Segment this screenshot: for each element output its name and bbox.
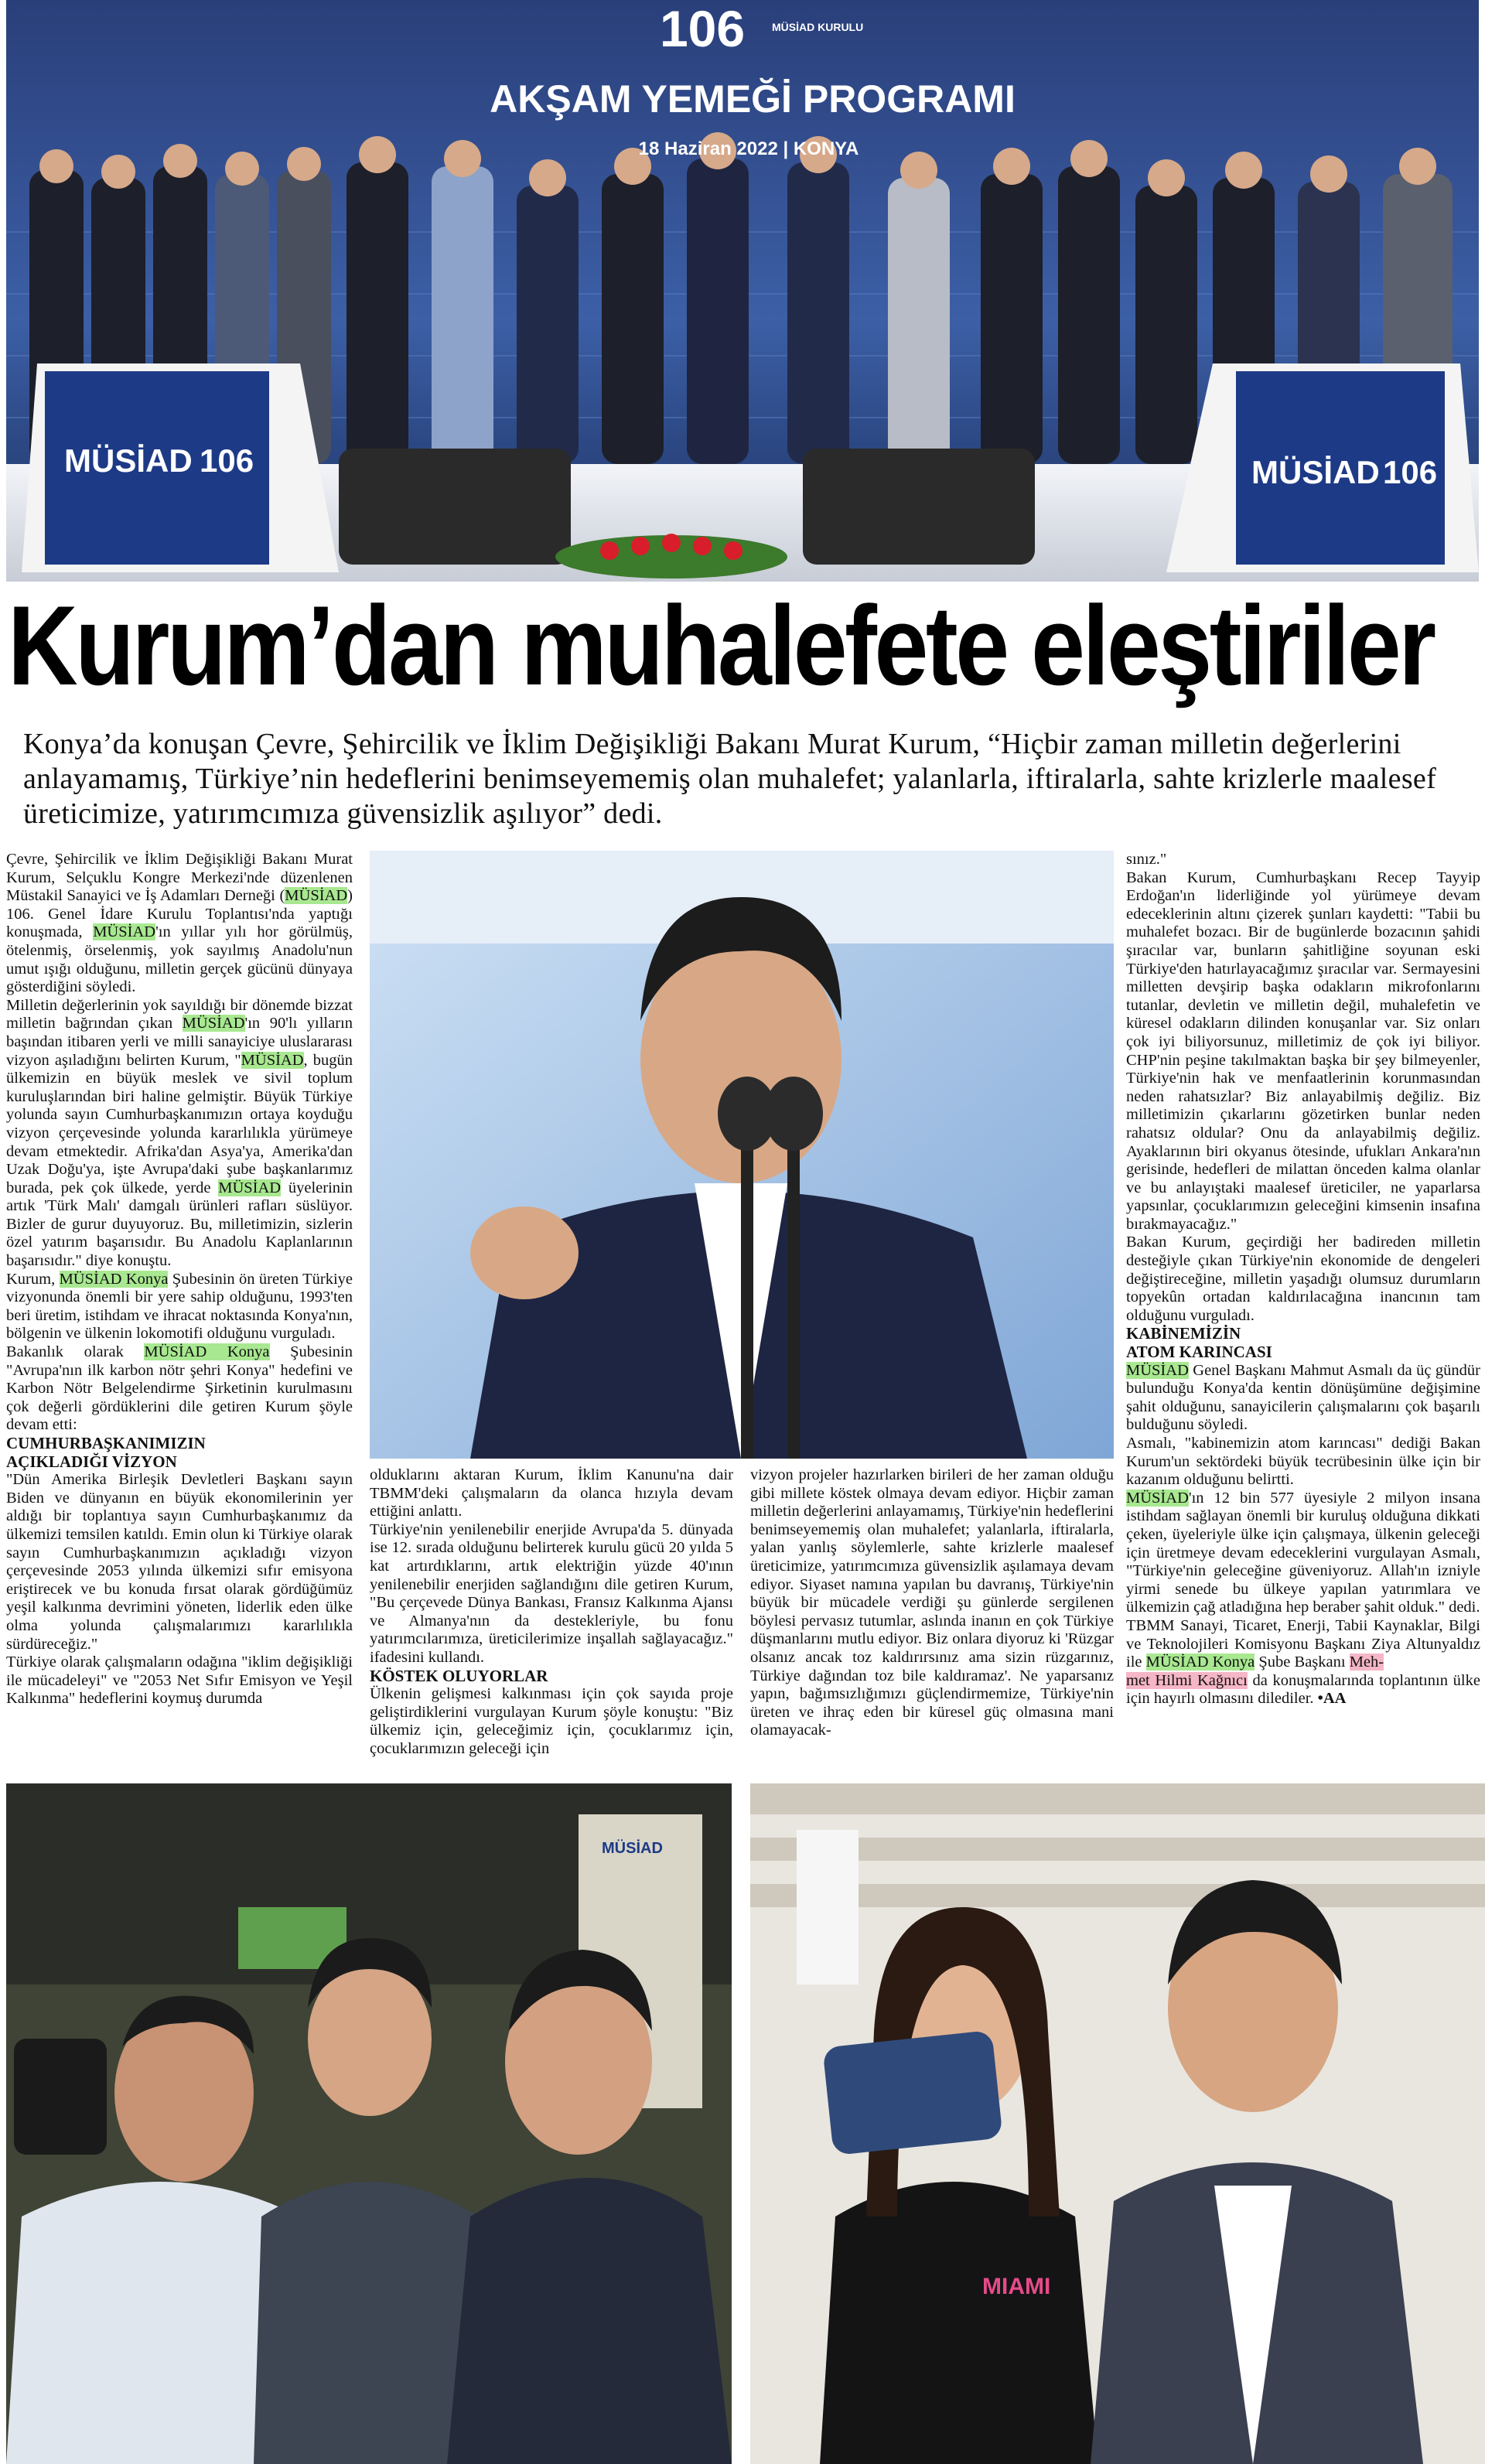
- col2-paragraph-3: Ülkenin gelişmesi kalkınması için çok sayıda proje geliştirdiklerini vurgulayan Kurum şöyle konuştu: "Biz ülkemiz için, geleceğimiz için, çocuklarımız için, çocuklarımızın geleceği için: [370, 1685, 733, 1757]
- podium-left-number: 106: [200, 442, 254, 479]
- photo-stage-group: [6, 0, 1479, 582]
- banner-event-number-suffix: MÜSİAD KURULU: [772, 21, 864, 33]
- col4-paragraph-4: Asmalı, "kabinemizin atom karıncası" dediği Bakan Kurum'un sektördeki büyük tecrübesinin ülke için bir kazanım olduğunu belirtti.: [1126, 1435, 1480, 1489]
- col2-paragraph-1: olduklarını aktaran Kurum, İklim Kanunu'na dair TBMM'deki çalışmaların da olanca hızıyla devam ettiğini anlattı.: [370, 1466, 733, 1520]
- col2-paragraph-2: Türkiye'nin yenilenebilir enerjide Avrupa'da 5. dünyada ise 12. sırada olduğunu belirterek kurulu gücü 20 yılda 5 kat artırdıklarını, artık elektriğin yüzde 40'ının yenilenebilir enerjiden sağlandığını dile getiren Kurum, "Bu çerçevede Dünya Bankası, Fransız Kalkınma Ajansı ve Almanya'nın da destekleriyle, bu fonu yatırımcılarımıza, üreticilerimize inşallah sağlayacağız." ifadesini kullandı.: [370, 1520, 733, 1666]
- col4-paragraph-5: MÜSİAD'ın 12 bin 577 üyesiyle 2 milyon insana istihdam sağlayan önemli bir kuruluş olduğuna dikkati çeken, üyeleriyle ülke için çalışmaya, ülkenin geleceği için üretmeye devam edeceklerini vurgulayan Asmalı, "Türkiye'nin geleceğine güveniyoruz. Allah'ın izniyle yirmi senede bu ülkeye yapılan yatırımlara ve ülkemizin çağ atladığına hep beraber şahit olduk." dedi.: [1126, 1489, 1480, 1616]
- col4-paragraph-2: Bakan Kurum, geçirdiği her badireden milletin desteğiyle çıkan Türkiye'nin ekonomide de dengeleri değiştireceğine, milletin yaşadığı olumsuz durumların topyekûn ortadan kaldırılacağına inancının tam olduğunu vurguladı.: [1126, 1234, 1480, 1324]
- col3-paragraph-1: vizyon projeler hazırlarken birileri de her zaman olduğu gibi millete köstek olmaya devam ediyor. Hiçbir zaman milletin değerlerini anlayamamış, Türkiye'nin hedeflerini benimseyememiş olan muhalefet; yalanlarla, iftiralarla, yalan yanlış söylemlerle, sahte krizlerle maalesef üreticimize, yatırımcımıza güvensizlik aşılamaya devam ediyor. Siyaset namına yapılan bu davranış, Türkiye'nin büyük bir mücadele verdiği şu günlerde sergilenen böylesi pervasız tutumlar, aslında inanın en çok Türkiye düşmanlarını mutlu ediyor. Biz onlara diyoruz ki 'Rüzgar olsanız ancak toz kaldırırsınız ama sizin rüzgarınız, Türkiye dağından toz bile kaldıramaz'. Ne yaparsanız yapın, bağımsızlığımızı güçlendirmemize, Türkiye'nin üreten ve ihraç eden bir küresel güç olmasına mani olamayacak-: [750, 1466, 1114, 1739]
- col4-paragraph-1: Bakan Kurum, Cumhurbaşkanı Recep Tayyip Erdoğan'ın liderliğinde yol yürümeye devam edeceklerinin altını çizerek şunları kaydetti: "Tabii bu muhalefet bozacı. Bir de bugünlerde bozacının şahidi şıracılar var, bunların şahitliğine soyunan eski Türkiye'den hatırlayacağımız şıracılar var. Sermayesini milletten devşirip başka odakların mikrofonlarını tutanlar, devletin ve milletin değil, muhalefetin ve küresel odakların dilinden konuşanlar var. Siz onları çok iyi biliyorsunuz, milletimiz de çok iyi biliyor. CHP'nin peşine takılmaktan başka bir şey bilmeyenler, Türkiye'nin hak ve menfaatlerinin korunmasından neden rahatsızlar? Biz anlayabilmiş değiliz. Biz milletimizin çıkarlarını gözetirken bunlar neden rahatsız oldular? Onu da anlayabilmiş değiliz. Ayaklarının biri okyanus ötesinde, ufukları Ankara'nın gerisinde, hedefleri de milattan önceden kalma olanlar ve bu anlayıştaki maalesef üreticiler, ne yaparlarsa yapsınlar, çocuklarımızın geleceğini kimsenin insafına bırakmayacağız.": [1126, 869, 1480, 1233]
- col1-paragraph-3: Kurum, MÜSİAD Konya Şubesinin ön üreten Türkiye vizyonunda önemli bir yere sahip olduğunu, 1993'ten beri üretim, istihdam ve ihracat noktasında Konya'nın, bölgenin ve ülkenin lokomotifi olduğunu vurguladı.: [6, 1270, 353, 1343]
- photo-selfie-girl: [750, 1783, 1485, 2464]
- article-column-1: [6, 851, 353, 1708]
- article-column-3: [750, 1466, 1114, 1740]
- col4-paragraph-3: MÜSİAD Genel Başkanı Mahmut Asmalı da üç gündür bulunduğu Konya'da kentin dönüşümüne değişimine şahit olduğunu, sanayicilerin çalışmalarını çok başarılı bulduğunu söyledi.: [1126, 1361, 1480, 1434]
- photo-selfie-group: [6, 1783, 732, 2464]
- news-agency-signature: •AA: [1317, 1690, 1347, 1708]
- col4-subheading: KABİNEMİZİN ATOM KARINCASI: [1126, 1324, 1272, 1362]
- col1-paragraph-1: Çevre, Şehircilik ve İklim Değişikliği Bakanı Murat Kurum, Selçuklu Kongre Merkezi'nde düzenlenen Müstakil Sanayici ve İş Adamları Derneği (MÜSİAD) 106. Genel İdare Kurulu Toplantısı'nda yaptığı konuşmada, MÜSİAD'ın yıllar yılı hor görülmüş, ötelenmiş, örselenmiş, yok sayılmış Anadolu'nun umut ışığı olduğunu, milletin gerçek gücünü dünyaya gösterdiğini söyledi.: [6, 851, 353, 996]
- col2-subheading: KÖSTEK OLUYORLAR: [370, 1666, 548, 1685]
- photo-speaker: [370, 851, 1114, 1459]
- article-lead: Konya’da konuşan Çevre, Şehircilik ve İklim Değişikliği Bakanı Murat Kurum, “Hiçbir zaman milletin değerlerini anlayamamış, Türkiye’nin hedeflerini benimseyememiş olan muhalefet; yalanlarla, iftiralarla, sahte krizlerle maalesef üreticimize, yatırımcımıza güvensizlik aşılıyor” dedi.: [23, 728, 1437, 830]
- article-headline: Kurum’dan muhalefete eleştiriler: [8, 582, 1434, 708]
- article-column-2: [370, 1466, 733, 1759]
- podium-left-logo: MÜSİAD: [64, 442, 193, 479]
- podium-right-logo: MÜSİAD: [1251, 454, 1380, 490]
- col1-subheading: CUMHURBAŞKANIMIZIN AÇIKLADIĞI VİZYON: [6, 1434, 206, 1471]
- col1-paragraph-5: "Dün Amerika Birleşik Devletleri Başkanı sayın Biden ve dünyanın en büyük ekonomilerinin yer aldığı bir toplantıya sayın Cumhurbaşkanımız da ülkemizi temsilen katıldı. Emin olun ki Türkiye olarak sayın Cumhurbaşkanımızın açıkladığı vizyon çerçevesinde 2053 yılında ülkemizi sıfır emisyona eriştirecek ve bu konuda fırsat olarak gördüğümüz yeşil kalkınma devrimini yöneten, liderlik eden ülke olma yolunda çalışmalarımızı kararlılıkla sürdüreceğiz.": [6, 1471, 353, 1653]
- banner-event-number: 106: [659, 0, 746, 57]
- podium-right-number: 106: [1383, 454, 1438, 490]
- col1-paragraph-4: Bakanlık olarak MÜSİAD Konya Şubesinin "Avrupa'nın ilk karbon nötr şehri Konya" hedefini ve Karbon Nötr Belgelendirme Şirketinin kurulmasını çok değerli gördüklerini dile getiren Kurum şöyle devam etti:: [6, 1343, 353, 1434]
- col4-paragraph-6: TBMM Sanayi, Ticaret, Enerji, Tabii Kaynaklar, Bilgi ve Teknolojileri Komisyonu Başkanı Ziya Altunyaldız ile MÜSİAD Konya Şube Başkanı Meh- met Hilmi Kağnıcı da konuşmalarında toplantının ülke için hayırlı olmasını dilediler. •AA: [1126, 1616, 1480, 1708]
- article-column-4: [1126, 851, 1480, 1708]
- banner-date-city: 18 Haziran 2022 | KONYA: [638, 138, 859, 159]
- col4-paragraph-0: sınız.": [1126, 851, 1167, 868]
- shirt-text: MIAMI: [982, 2274, 1051, 2299]
- col1-paragraph-2: Milletin değerlerinin yok sayıldığı bir dönemde bizzat milletin bağrından çıkan MÜSİAD'ın 90'lı yılların başından itibaren yerli ve milli sanayiciye uluslararası vizyon aşıladığını belirten Kurum, "MÜSİAD, bugün ülkemizin en büyük meslek ve sivil toplum kuruluşlarından biri haline gelmiştir. Büyük Türkiye yolunda sayın Cumhurbaşkanımızın ortaya koyduğu vizyon çerçevesinde yolunda kararlılıkla yürümeye devam etmektedir. Afrika'dan Asya'ya, Amerika'dan Uzak Doğu'ya, işte Avrupa'daki şube başkanlarımız burada, pek çok ülkede, yerde MÜSİAD üyelerinin artık 'Türk Malı' damgalı ürünleri rafları süslüyor. Bizler de gurur duyuyoruz. Bu, milletimizin, sizlerin özel yatırım başarısıdır. Bu Anadolu Kaplanlarının başarısıdır." diye konuştu.: [6, 996, 353, 1270]
- col1-paragraph-6: Türkiye olarak çalışmaların odağına "iklim değişikliği ile mücadeleyi" ve "2053 Net Sıfır Emisyon ve Yeşil Kalkınma" hedeflerini koymuş durumda: [6, 1653, 353, 1708]
- booth-logo: MÜSİAD: [602, 1840, 663, 1857]
- banner-title: AKŞAM YEMEĞİ PROGRAMI: [490, 77, 1016, 121]
